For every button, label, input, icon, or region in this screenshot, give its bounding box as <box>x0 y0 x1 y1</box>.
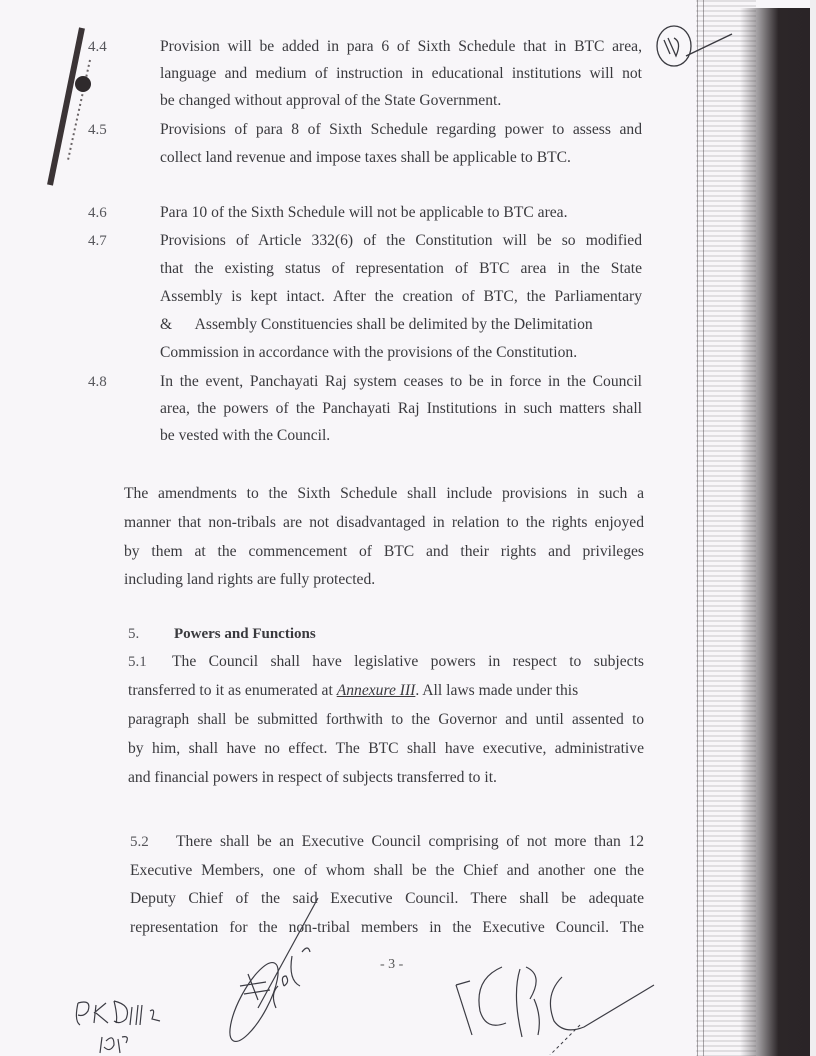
scan-edge-line <box>703 0 704 1056</box>
signature-right <box>450 955 670 1055</box>
scan-edge-line <box>697 0 698 1056</box>
clause-text-line: Executive Members, one of whom shall be the Chief and another one the <box>130 862 644 879</box>
clause-number: 4.8 <box>88 374 107 390</box>
paragraph-line: manner that non-tribals are not disadvantaged in relation to the rights enjoyed <box>124 514 644 531</box>
clause-text-line: The Council shall have legislative powers in respect to subjects <box>172 653 644 670</box>
scan-edge-margin <box>810 0 816 1056</box>
paragraph-line: including land rights are fully protected. <box>124 571 376 588</box>
clause-number: 4.5 <box>88 122 107 138</box>
clause-text-line: Commission in accordance with the provisions of the Constitution. <box>160 344 578 361</box>
clause-number: 5.2 <box>130 834 149 850</box>
page-number: - 3 - <box>380 957 404 972</box>
clause-text-line: & Assembly Constituencies shall be delimited by the Delimitation <box>160 316 593 333</box>
paragraph-line: The amendments to the Sixth Schedule shall include provisions in such a <box>124 485 644 502</box>
clause-text-line: Para 10 of the Sixth Schedule will not be applicable to BTC area. <box>160 204 568 221</box>
clause-text-line: In the event, Panchayati Raj system ceases to be in force in the Council <box>160 373 642 390</box>
clause-text-line: be vested with the Council. <box>160 427 331 444</box>
clause-text-line: There shall be an Executive Council comprising of not more than 12 <box>176 833 644 850</box>
clause-number: 4.6 <box>88 205 107 221</box>
clause-text-line: language and medium of instruction in educational institutions will not <box>160 65 642 82</box>
paragraph-line: by them at the commencement of BTC and their rights and privileges <box>124 543 644 560</box>
clause-text-line <box>128 681 644 701</box>
clause-number: 4.7 <box>88 233 107 249</box>
clause-text-line: Assembly is kept intact. After the creation of BTC, the Parliamentary <box>160 288 642 305</box>
clause-text-line: be changed without approval of the State Government. <box>160 92 502 109</box>
clause-text-line: that the existing status of representation of BTC area in the State <box>160 260 642 277</box>
section-number: 5. <box>128 626 140 642</box>
clause-text-line: paragraph shall be submitted forthwith to the Governor and until assented to <box>128 711 644 728</box>
clause-text-line: Provisions of para 8 of Sixth Schedule regarding power to assess and <box>160 121 642 138</box>
section-heading: Powers and Functions <box>174 626 316 642</box>
annexure-link[interactable]: Annexure III <box>336 682 416 699</box>
clause-text-line: Deputy Chief of the said Executive Council. There shall be adequate <box>130 890 644 907</box>
clause-text-line: representation for the non-tribal members in the Executive Council. The <box>130 919 644 936</box>
circled-page-mark <box>652 22 752 82</box>
clause-text: . All laws made under this <box>415 682 579 699</box>
clause-text-line: Provisions of Article 332(6) of the Constitution will be so modified <box>160 232 642 249</box>
clause-text-line: and financial powers in respect of subjects transferred to it. <box>128 769 497 786</box>
scan-edge-shadow <box>740 8 810 1056</box>
clause-text-line: collect land revenue and impose taxes shall be applicable to BTC. <box>160 149 571 166</box>
clause-text-line: Provision will be added in para 6 of Sixth Schedule that in BTC area, <box>160 38 642 55</box>
clause-text-line: area, the powers of the Panchayati Raj Institutions in such matters shall <box>160 400 642 417</box>
clause-text-line: by him, shall have no effect. The BTC shall have executive, administrative <box>128 740 644 757</box>
signature-middle <box>218 890 338 1050</box>
clause-text: transferred to it as enumerated at <box>128 682 337 699</box>
clause-number: 5.1 <box>128 654 147 670</box>
clause-number: 4.4 <box>88 39 107 55</box>
signature-left <box>70 985 210 1055</box>
